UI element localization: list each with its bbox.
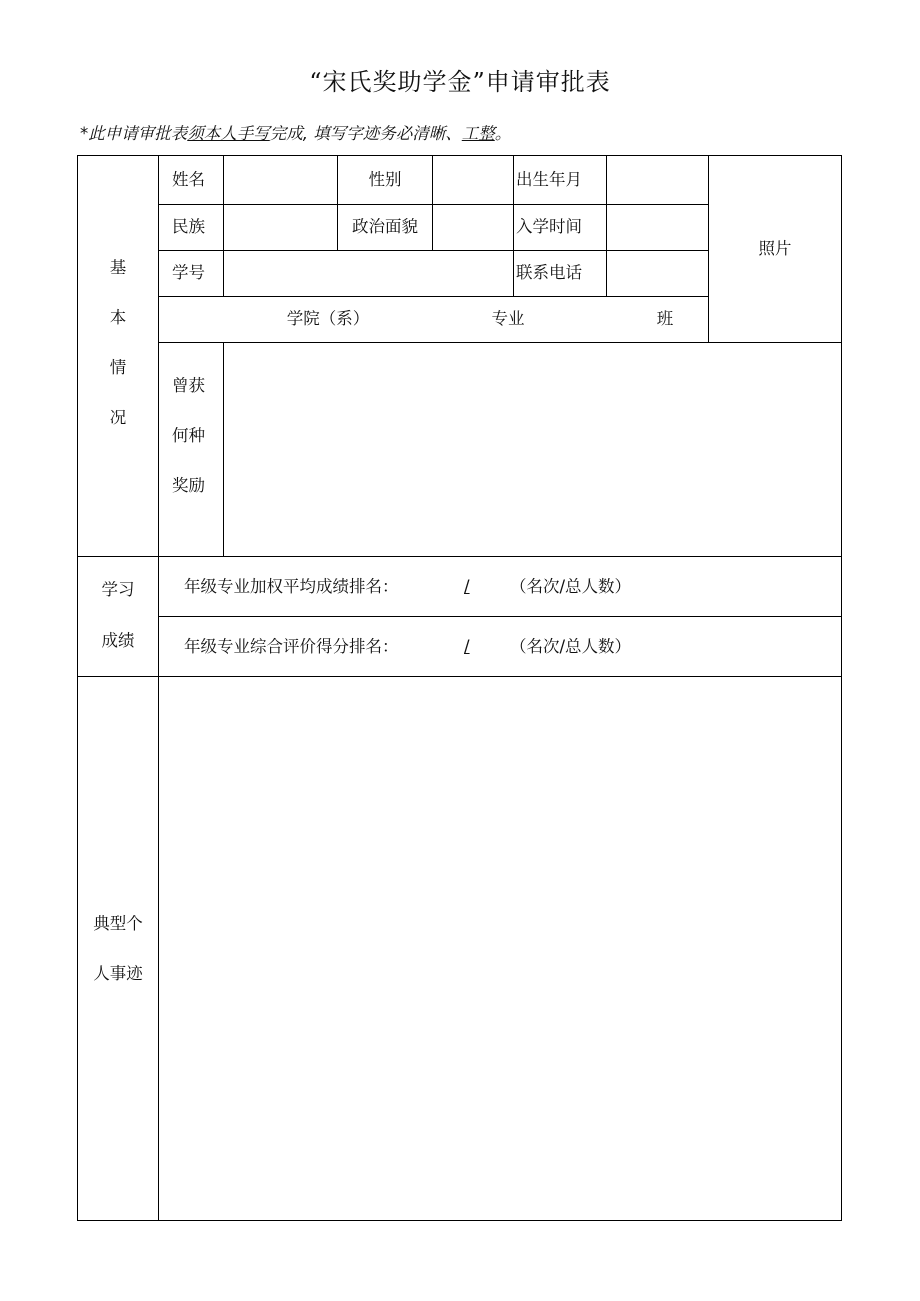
class-label: 班 (656, 309, 674, 328)
section-label-divider (158, 155, 159, 1221)
note-text-handwritten: 须本人手写 (187, 124, 270, 143)
col-line-label (223, 155, 224, 296)
study-label-1: 学习 (101, 580, 135, 599)
row-line-2 (158, 250, 708, 251)
political-status-label: 政治面貌 (352, 217, 418, 236)
note-text-5: 。 (494, 124, 512, 143)
college-label: 学院（系） (286, 309, 370, 328)
phone-label: 联系电话 (516, 263, 582, 282)
note-text-3: 完成, 填写字迹务必清晰、 (269, 124, 462, 143)
note-text-1: *此申请审批表 (80, 124, 188, 143)
birth-label: 出生年月 (516, 170, 582, 189)
awards-divider (223, 342, 224, 556)
basic-info-label-2: 本 (109, 308, 127, 327)
weighted-rank-unit: （名次/总人数） (510, 577, 632, 596)
comprehensive-rank-separator: / (464, 637, 470, 656)
deeds-top-line (77, 676, 842, 677)
row-line-3 (158, 296, 708, 297)
application-form-table (77, 155, 842, 1221)
border-bottom (77, 1220, 842, 1221)
study-top-line (77, 556, 842, 557)
instruction-note (80, 120, 511, 144)
deeds-label-1: 典型个 (93, 914, 143, 933)
col-line-d (606, 155, 607, 296)
ethnicity-label: 民族 (172, 217, 205, 236)
photo-label: 照片 (758, 239, 792, 258)
weighted-rank-separator: / (464, 577, 470, 596)
deeds-label-2: 人事迹 (93, 964, 143, 983)
weighted-rank-label: 年级专业加权平均成绩排名： (184, 577, 399, 596)
col-line-photo (708, 155, 709, 342)
student-id-label: 学号 (172, 263, 205, 282)
form-title: “宋氏奖助学金”申请审批表 (309, 68, 611, 96)
awards-label-1: 曾获 (172, 376, 205, 395)
major-label: 专业 (491, 309, 525, 328)
col-line-c (513, 155, 514, 296)
col-line-a (337, 155, 338, 250)
border-left (77, 155, 78, 1221)
note-text-neat: 工整 (461, 124, 495, 143)
col-line-b (432, 155, 433, 250)
study-label-2: 成绩 (101, 631, 135, 650)
awards-label-3: 奖励 (172, 476, 205, 495)
enrollment-label: 入学时间 (516, 217, 582, 236)
basic-info-label-4: 况 (109, 408, 127, 427)
comprehensive-rank-label: 年级专业综合评价得分排名： (184, 637, 399, 656)
study-middle-line (158, 616, 842, 617)
row-line-1 (158, 204, 708, 205)
name-label: 姓名 (172, 170, 205, 189)
basic-info-label-1: 基 (109, 258, 127, 277)
row-line-4 (158, 342, 842, 343)
basic-info-label-3: 情 (109, 358, 127, 377)
border-right (841, 155, 842, 1221)
gender-label: 性别 (368, 170, 402, 189)
awards-label-2: 何种 (172, 426, 205, 445)
comprehensive-rank-unit: （名次/总人数） (510, 637, 632, 656)
border-top (77, 155, 842, 156)
